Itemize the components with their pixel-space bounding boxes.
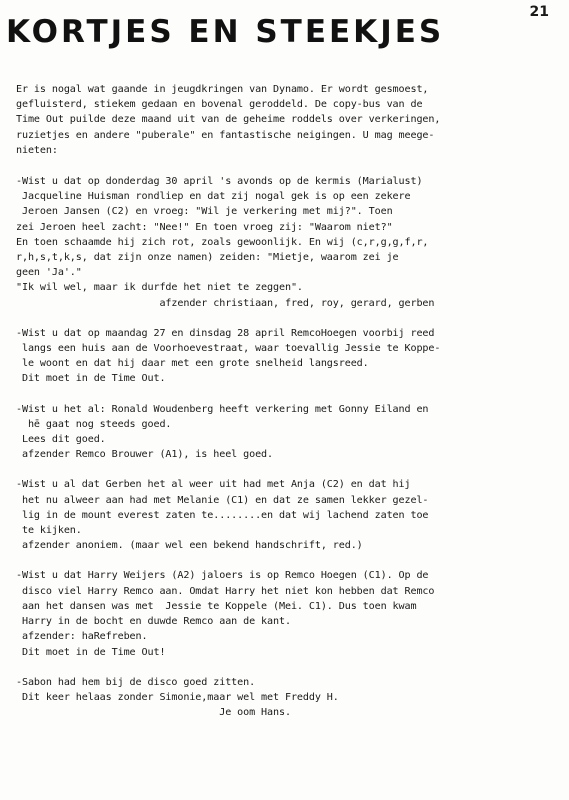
- gossip-item-3: [16, 402, 556, 463]
- gossip-item-text: -Wist u dat op donderdag 30 april 's avonds op de kermis (Marialust) Jacqueline Huisman rondliep en dat zij nogal gek is op een zekere Jeroen Jansen (C2) en vroeg: "Wil je verkering met mij?". Toen zei Jeroen heel zacht: "Nee!" En toen vroeg zij: "Waarom niet?" En toen schaamde hij zich rot, zoals gewoonlijk. En wij (c,r,g,g,f,r, r,h,s,t,k,s, dat zijn onze namen) zeiden: "Mietje, waarom zei je geen 'Ja'." "Ik wil wel, maar ik durfde het niet te zeggen".: [16, 176, 429, 294]
- gossip-item-text: -Wist u het al: Ronald Woudenberg heeft verkering met Gonny Eiland en hē gaat nog steeds goed. Lees dit goed. afzender Remco Brouwer (A1), is heel goed.: [16, 403, 429, 461]
- intro-paragraph: Er is nogal wat gaande in jeugdkringen van Dynamo. Er wordt gesmoest, gefluisterd, stiekem gedaan en bovenal geroddeld. De copy-bus van de Time Out puilde deze maand uit van de geheime roddels over verkeringen, ruzietjes en andere "puberale" en fantastische neigingen. U mag meege- nieten:: [16, 84, 441, 156]
- gossip-item-signature: Je oom Hans.: [16, 707, 291, 719]
- article-body: [16, 82, 556, 735]
- gossip-item-4: [16, 477, 556, 553]
- gossip-item-5: [16, 568, 556, 659]
- gossip-item-text: -Wist u dat op maandag 27 en dinsdag 28 april RemcoHoegen voorbij reed langs een huis aan de Voorhoevestraat, waar toevallig Jessie te Koppe- le woont en dat hij daar met een grote snelheid langsreed. Dit moet in de Time Out.: [16, 327, 441, 385]
- page-title: KORTJES EN STEEKJES: [6, 14, 445, 50]
- gossip-item-text: -Sabon had hem bij de disco goed zitten. Dit keer helaas zonder Simonie,maar wel met Freddy H.: [16, 676, 339, 703]
- gossip-item-1: [16, 174, 556, 311]
- gossip-item-text: -Wist u al dat Gerben het al weer uit had met Anja (C2) en dat hij het nu alweer aan had met Melanie (C1) en dat ze samen lekker gezel- lig in de mount everest zaten te........en dat wij lachend zaten toe te kijken. afzender anoniem. (maar wel een bekend handschrift, red.): [16, 479, 429, 552]
- gossip-item-text: -Wist u dat Harry Weijers (A2) jaloers is op Remco Hoegen (C1). Op de disco viel Harry Remco aan. Omdat Harry het niet kon hebben dat Remco aan het dansen was met Jessie te Koppele (Mei. C1). Dus toen kwam Harry in de bocht en duwde Remco aan de kant. afzender: haRefreben. Dit moet in de Time Out!: [16, 570, 435, 658]
- gossip-item-signature: afzender christiaan, fred, roy, gerard, gerben: [16, 297, 435, 309]
- page-number: 21: [529, 4, 549, 20]
- gossip-item-2: [16, 326, 556, 387]
- gossip-item-6: [16, 675, 556, 721]
